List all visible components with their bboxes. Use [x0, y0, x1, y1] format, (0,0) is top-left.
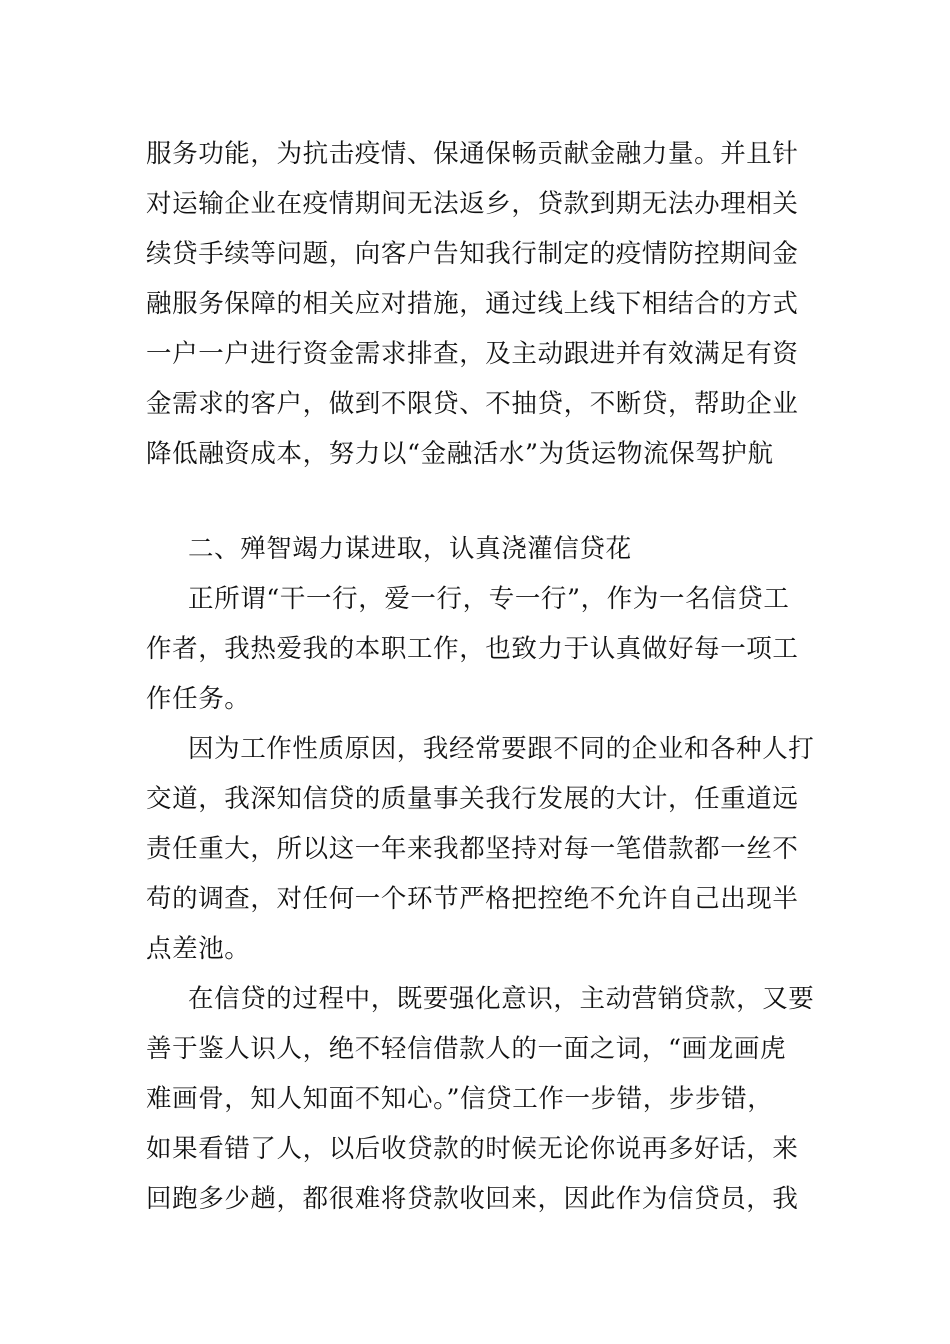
body-text-line: 金需求的客户，做到不限贷、不抽贷，不断贷，帮助企业 — [146, 389, 799, 419]
body-text-line: 对运输企业在疫情期间无法返乡，贷款到期无法办理相关 — [146, 189, 799, 219]
body-text-line: 难画骨，知人知面不知心。”信贷工作一步错，步步错， — [146, 1084, 774, 1114]
body-text-line: 正所谓“干一行，爱一行，专一行”，作为一名信贷工 — [188, 584, 790, 614]
section-heading: 二、殚智竭力谋进取，认真浇灌信贷花 — [188, 534, 632, 564]
body-text-line: 一户一户进行资金需求排查，及主动跟进并有效满足有资 — [146, 339, 799, 369]
body-text-line: 服务功能，为抗击疫情、保通保畅贡献金融力量。并且针 — [146, 139, 799, 169]
body-text-line: 在信贷的过程中，既要强化意识，主动营销贷款，又要 — [188, 984, 815, 1014]
body-text-line: 如果看错了人，以后收贷款的时候无论你说再多好话，来 — [146, 1134, 799, 1164]
body-text-line: 作任务。 — [146, 684, 251, 714]
body-text-line: 点差池。 — [146, 934, 251, 964]
body-text-line: 回跑多少趟，都很难将贷款收回来，因此作为信贷员，我 — [146, 1184, 799, 1214]
body-text-line: 善于鉴人识人，绝不轻信借款人的一面之词，“画龙画虎 — [146, 1034, 787, 1064]
body-text-line: 因为工作性质原因，我经常要跟不同的企业和各种人打 — [188, 734, 815, 764]
body-text-line: 交道，我深知信贷的质量事关我行发展的大计，任重道远 — [146, 784, 799, 814]
body-text-line: 续贷手续等问题，向客户告知我行制定的疫情防控期间金 — [146, 239, 799, 269]
body-text-line: 苟的调查，对任何一个环节严格把控绝不允许自己出现半 — [146, 884, 799, 914]
body-text-line: 作者，我热爱我的本职工作，也致力于认真做好每一项工 — [146, 634, 799, 664]
body-text-line: 融服务保障的相关应对措施，通过线上线下相结合的方式 — [146, 289, 799, 319]
body-text-line: 降低融资成本，努力以“金融活水”为货运物流保驾护航 — [146, 439, 774, 469]
body-text-line: 责任重大，所以这一年来我都坚持对每一笔借款都一丝不 — [146, 834, 799, 864]
